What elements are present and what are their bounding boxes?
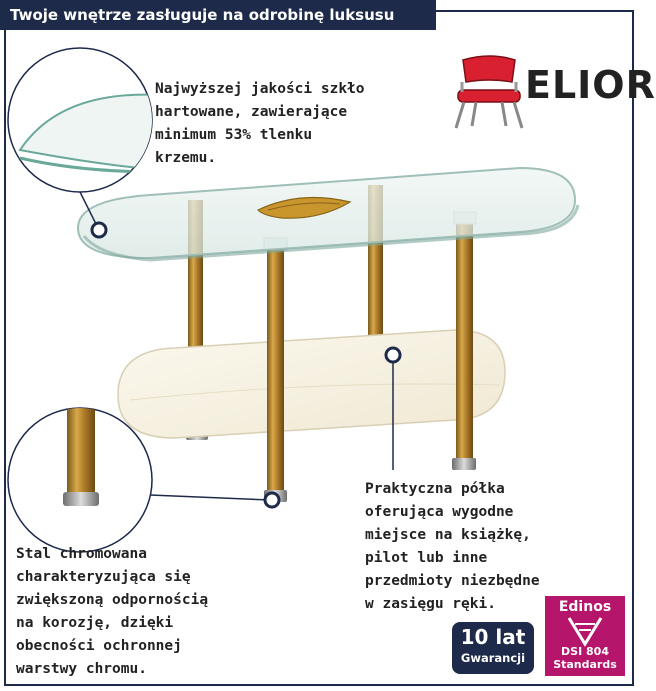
glass-callout — [155, 78, 365, 170]
steel-callout-line: charakteryzująca się — [16, 569, 191, 585]
warranty-label: Gwarancji — [460, 651, 526, 665]
dsi-code: DSI — [561, 645, 583, 658]
glass-detail-circle — [8, 48, 160, 192]
dsi-label: Standards — [553, 658, 617, 671]
shelf-callout-line: oferująca wygodne — [365, 504, 514, 520]
brand-logo-text: ELIOR — [525, 63, 656, 107]
warranty-years: 10 lat — [460, 625, 526, 649]
glass-callout-line: hartowane, zawierające — [155, 104, 348, 120]
shelf-callout-line: miejsce na książkę, — [365, 527, 531, 543]
steel-callout — [16, 543, 208, 681]
steel-callout-line: na korozję, dzięki — [16, 615, 174, 631]
shelf-callout — [365, 478, 540, 616]
warranty-badge — [452, 622, 534, 674]
glass-callout-line: Najwyższej jakości szkło — [155, 81, 365, 97]
shelf-callout-line: Praktyczna półka — [365, 481, 505, 497]
steel-callout-line: warstwy chromu. — [16, 661, 147, 677]
glass-marker-icon — [92, 223, 106, 237]
steel-marker-icon — [265, 493, 279, 507]
front-leg-left — [264, 238, 287, 502]
shelf-callout-line: pilot lub inne — [365, 550, 488, 566]
header-title: Twoje wnętrze zasługuje na odrobinę luksusu — [10, 6, 395, 24]
steel-callout-line: zwiększoną odpornością — [16, 592, 209, 608]
dsi-standards-badge — [545, 596, 625, 676]
dsi-emblem-icon — [563, 616, 607, 646]
shelf-marker-icon — [386, 348, 400, 362]
glass-callout-line: krzemu. — [155, 150, 217, 166]
chair-logo-icon — [456, 56, 522, 128]
steel-callout-line: Stal chromowana — [16, 546, 147, 562]
shelf-callout-line: w zasięgu ręki. — [365, 596, 496, 612]
dsi-brand: Edinos — [558, 599, 612, 615]
shelf-callout-line: przedmioty niezbędne — [365, 573, 540, 589]
glass-callout-line: minimum 53% tlenku — [155, 127, 313, 143]
dsi-number: 804 — [586, 645, 609, 658]
steel-callout-line: obecności ochronnej — [16, 638, 182, 654]
